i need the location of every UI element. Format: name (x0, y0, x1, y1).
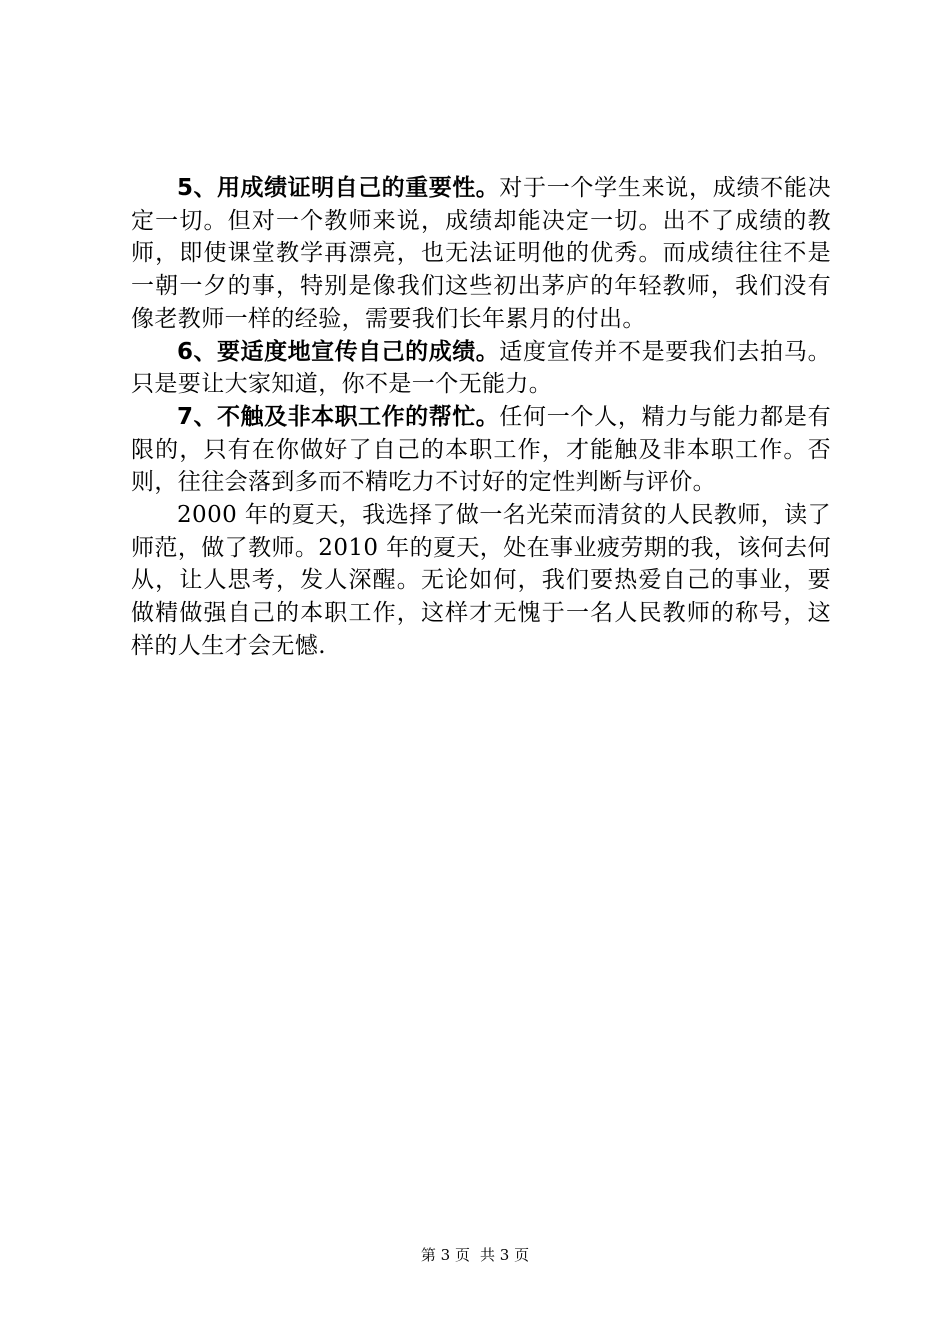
paragraph-6 (131, 336, 831, 401)
paragraph-6-heading: 6、要适度地宣传自己的成绩。 (177, 338, 500, 365)
paragraph-7-heading: 7、不触及非本职工作的帮忙。 (177, 403, 500, 430)
paragraph-conclusion (131, 499, 831, 663)
page-number-current: 第 3 页 (420, 1246, 470, 1264)
paragraph-7-body: 任何一个人，精力与能力都是有限的，只有在你做好了自己的本职工作，才能触及非本职工作。否则，往往会落到多而不精吃力不讨好的定性判断与评价。 (131, 403, 831, 496)
paragraph-5-body: 对于一个学生来说，成绩不能决定一切。但对一个教师来说，成绩却能决定一切。出不了成绩的教师，即使课堂教学再漂亮，也无法证明他的优秀。而成绩往往不是一朝一夕的事，特别是像我们这些初出茅庐的年轻教师，我们没有像老教师一样的经验，需要我们长年累月的付出。 (131, 175, 831, 332)
page-number-total: 共 3 页 (480, 1246, 530, 1264)
paragraph-6-body: 适度宣传并不是要我们去拍马。只是要让大家知道，你不是一个无能力。 (131, 338, 831, 398)
paragraph-5-heading: 5、用成绩证明自己的重要性。 (177, 175, 500, 201)
document-body (131, 172, 831, 663)
paragraph-7 (131, 401, 831, 499)
paragraph-5 (131, 172, 831, 336)
page-footer (0, 1244, 950, 1265)
paragraph-conclusion-body: 2000 年的夏天，我选择了做一名光荣而清贫的人民教师，读了师范，做了教师。2010 年的夏天，处在事业疲劳期的我，该何去何从，让人思考，发人深醒。无论如何，我们要热爱自己的事业，要做精做强自己的本职工作，这样才无愧于一名人民教师的称号，这样的人生才会无憾. (131, 502, 831, 659)
